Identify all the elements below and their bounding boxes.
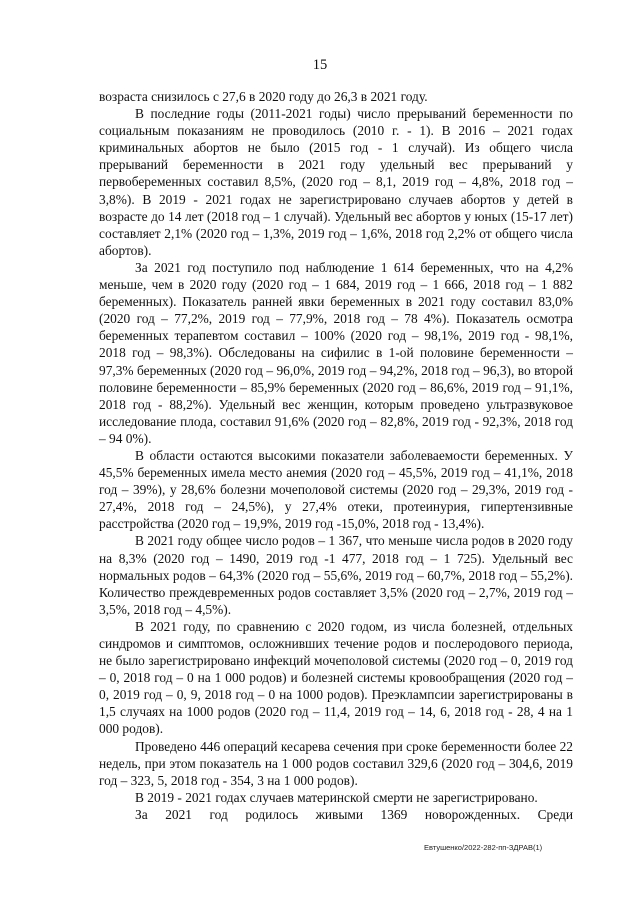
paragraph-pregnancy-monitoring: За 2021 год поступило под наблюдение 1 614 беременных, что на 4,2% меньше, чем в 2020 году (2020 год – 1 684, 2019 год – 1 666, 2018 год – 1 882 беременных). Показатель ранней явки беременных в 2021 году составил 83,0% (2020 год – 77,2%, 2019 год – 77,9%, 2018 год – 78 4%). Показатель осмотра беременных терапевтом составил – 100% (2020 год – 98,1%, 2019 год - 98,1%, 2018 год – 98,3%). Обследованы на сифилис в 1-ой половине беременности – 97,3% беременных (2020 год – 96,0%, 2019 год – 94,2%, 2018 год – 96,3), во второй половине беременности – 85,9% беременных (2020 год – 86,6%, 2019 год – 91,1%, 2018 год - 88,2%). Удельный вес женщин, которым проведено ультразвуковое исследование плода, составил 91,6% (2020 год – 82,8%, 2019 год - 92,3%, 2018 год – 94 0%). [99,259,573,446]
paragraph-cesarean: Проведено 446 операций кесарева сечения при сроке беременности более 22 недель, при этом показатель на 1 000 родов составил 329,6 (2020 год – 304,6, 2019 год – 323, 5, 2018 год - 354, 3 на 1 000 родов). [99,738,573,788]
paragraph-continuation: возраста снизилось с 27,6 в 2020 году до 26,3 в 2021 году. [99,89,428,104]
document-body [99,88,573,823]
footer-document-code: Евтушенко/2022-282-пп-ЗДРАВ(1) [424,843,543,852]
paragraph-maternal-mortality: В 2019 - 2021 годах случаев материнской смерти не зарегистрировано. [135,789,538,805]
paragraph-pregnancy-morbidity: В области остаются высокими показатели заболеваемости беременных. У 45,5% беременных имела место анемия (2020 год – 45,5%, 2019 год – 41,1%, 2018 год – 39%), у 28,6% болезни мочеполовой системы (2020 год – 29,3%, 2019 год - 27,4%, 2018 год – 24,5%), у 27,4% отеки, протеинурия, гипертензивные расстройства (2020 год – 19,9%, 2019 год -15,0%, 2018 год - 13,4%). [99,447,573,532]
paragraph-newborns: За 2021 год родилось живыми 1369 новорожденных. Среди [135,806,573,822]
paragraph-complications: В 2021 году, по сравнению с 2020 годом, из числа болезней, отдельных синдромов и симптомов, осложнивших течение родов и послеродового периода, не было зарегистрировано инфекций мочеполовой системы (2020 год – 0, 2019 год – 0, 2018 год – 0 на 1 000 родов) и болезней системы кровообращения (2020 год – 0, 2019 год – 0, 9, 2018 год – 0 на 1000 родов). Преэклампсии зарегистрированы в 1,5 случаях на 1000 родов (2020 год – 11,4, 2019 год – 14, 6, 2018 год - 28, 4 на 1 000 родов). [99,618,573,737]
page-number: 15 [312,57,328,73]
paragraph-abortions: В последние годы (2011-2021 годы) число прерываний беременности по социальным показаниям не проводилось (2010 г. - 1). В 2016 – 2021 годах криминальных абортов не было (2015 год - 1 случай). Из общего числа прерываний беременности в 2021 году удельный вес прерываний у первобеременных составил 8,5%, (2020 год – 8,1, 2019 год – 4,8%, 2018 год – 3,8%). В 2019 - 2021 годах не зарегистрировано случаев абортов у детей в возрасте до 14 лет (2018 год – 1 случай). Удельный вес абортов у юных (15-17 лет) составляет 2,1% (2020 год – 1,3%, 2019 год – 1,6%, 2018 год 2,2% от общего числа абортов). [99,106,573,258]
paragraph-births: В 2021 году общее число родов – 1 367, что меньше числа родов в 2020 году на 8,3% (2020 год – 1490, 2019 год -1 477, 2018 год – 1 725). Удельный вес нормальных родов – 64,3% (2020 год – 55,6%, 2019 год – 60,7%, 2018 год – 55,2%). Количество преждевременных родов составляет 3,5% (2020 год – 2,7%, 2019 год – 3,5%, 2018 год – 4,5%). [99,533,573,617]
